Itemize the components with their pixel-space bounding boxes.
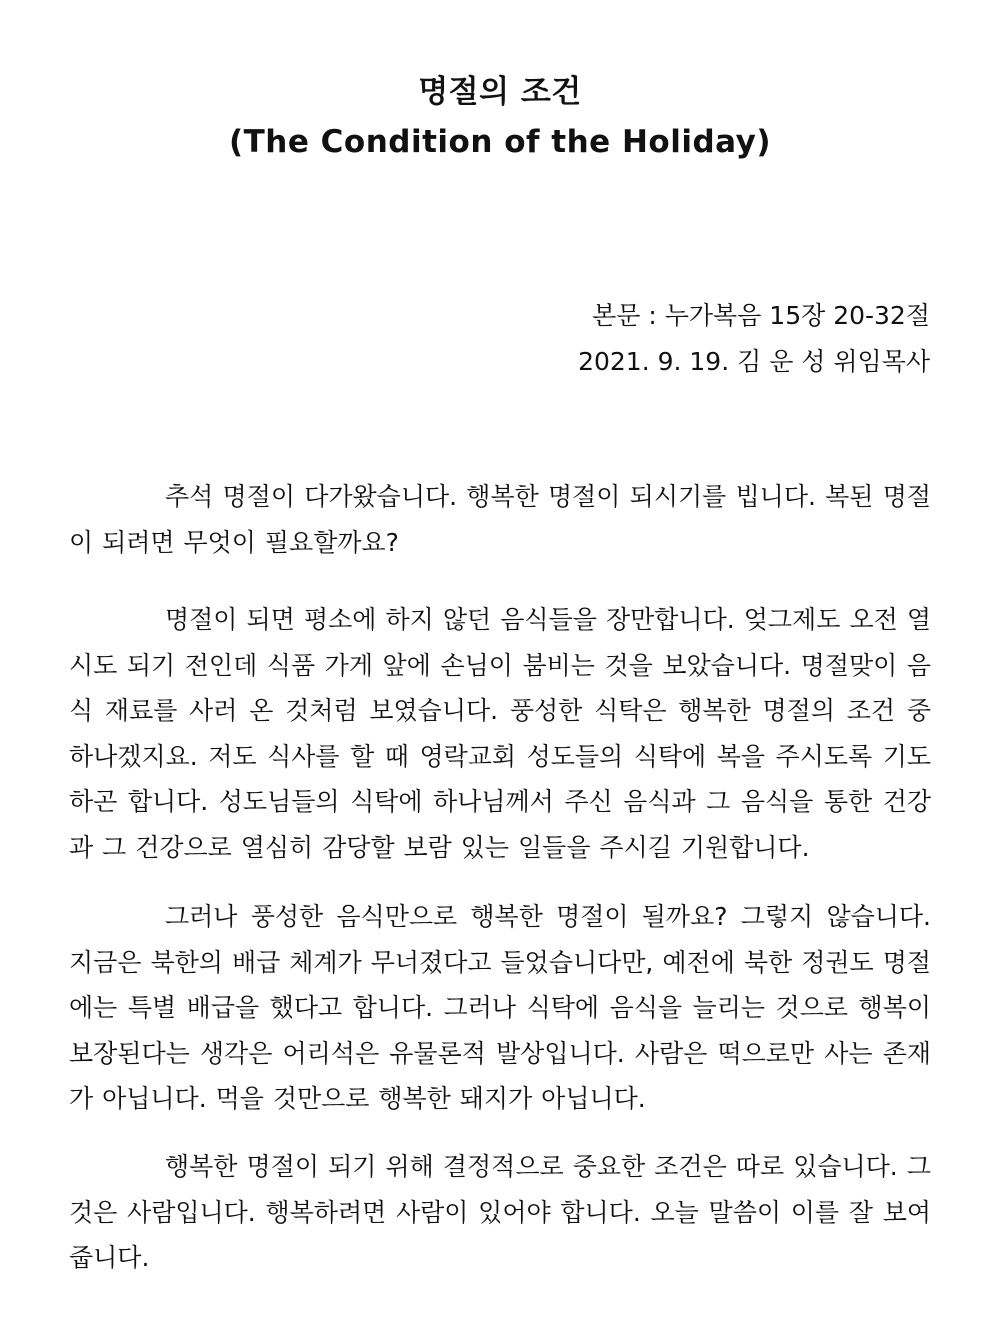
paragraph-1: 추석 명절이 다가왔습니다. 행복한 명절이 되시기를 빕니다. 복된 명절이 되려면 무엇이 필요할까요? bbox=[69, 482, 931, 557]
paragraph-2: 명절이 되면 평소에 하지 않던 음식들을 장만합니다. 엊그제도 오전 열 시도 되기 전인데 식품 가게 앞에 손님이 붐비는 것을 보았습니다. 명절맞이 음식 재료를 사러 온 것처럼 보였습니다. 풍성한 식탁은 행복한 명절의 조건 중 하나겠지요. 저도 식사를 할 때 영락교회 성도들의 식탁에 복을 주시도록 기도하곤 합니다. 성도님들의 식탁에 하나님께서 주신 음식과 그 음식을 통한 건강과 그 건강으로 열심히 감당할 보람 있는 일들을 주시길 기원합니다. bbox=[69, 605, 931, 862]
paragraph-4: 행복한 명절이 되기 위해 결정적으로 중요한 조건은 따로 있습니다. 그것은 사람입니다. 행복하려면 사람이 있어야 합니다. 오늘 말씀이 이를 잘 보여줍니다. bbox=[69, 1152, 931, 1272]
scripture-reference: 본문 : 누가복음 15장 20-32절 bbox=[592, 301, 930, 330]
title-english: (The Condition of the Holiday) bbox=[228, 124, 772, 160]
date-author: 2021. 9. 19. 김 운 성 위임목사 bbox=[578, 347, 930, 376]
paragraph-3: 그러나 풍성한 음식만으로 행복한 명절이 될까요? 그렇지 않습니다. 지금은 북한의 배급 체계가 무너졌다고 들었습니다만, 예전에 북한 정권도 명절에는 특별 배급을 했다고 합니다. 그러나 식탁에 음식을 늘리는 것으로 행복이 보장된다는 생각은 어리석은 유물론적 발상입니다. 사람은 떡으로만 사는 존재가 아닙니다. 먹을 것만으로 행복한 돼지가 아닙니다. bbox=[69, 902, 931, 1113]
title-korean: 명절의 조건 bbox=[418, 74, 582, 110]
